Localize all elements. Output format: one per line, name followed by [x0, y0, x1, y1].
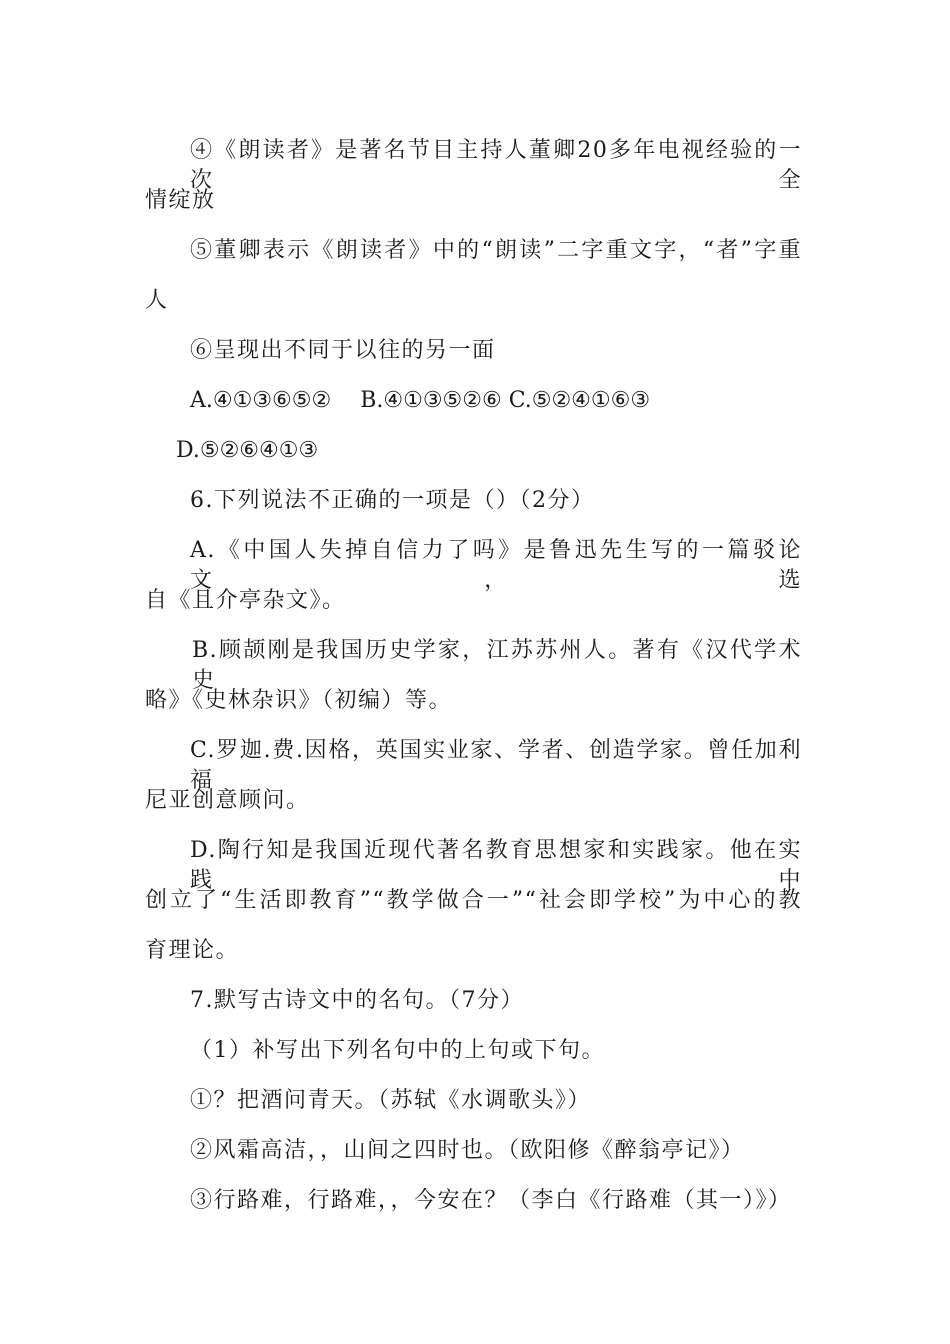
question-6-option-b-cont: 略》《史林杂识》（初编）等。 — [145, 688, 453, 713]
question-6-option-b: B.顾颉刚是我国历史学家，江苏苏州人。著有《汉代学术史 — [192, 638, 802, 693]
option-item-5: ⑤董卿表示《朗读者》中的“朗读”二字重文字，“者”字重 — [190, 238, 802, 263]
question-6-option-d-cont: 创立了“生活即教育”“教学做合一”“社会即学校”为中心的教 — [145, 888, 802, 913]
answer-choice-d: D.⑤②⑥④①③ — [176, 438, 319, 463]
question-6-option-d: D.陶行知是我国近现代著名教育思想家和实践家。他在实践中 — [190, 838, 802, 893]
option-item-5-cont: 人 — [145, 288, 169, 313]
question-7-title: 7.默写古诗文中的名句。（7分） — [190, 988, 524, 1013]
question-6-option-a: A.《中国人失掉自信力了吗》是鲁迅先生写的一篇驳论文，选 — [190, 538, 802, 593]
question-6-title: 6.下列说法不正确的一项是（）（2分） — [190, 488, 595, 513]
option-item-4-cont: 情绽放 — [145, 188, 216, 213]
option-item-6: ⑥呈现出不同于以往的另一面 — [190, 338, 496, 363]
option-item-4: ④《朗读者》是著名节目主持人董卿20多年电视经验的一次全 — [190, 138, 802, 193]
question-6-option-c-cont: 尼亚创意顾问。 — [145, 788, 310, 813]
question-6-option-a-cont: 自《且介亭杂文》。 — [145, 588, 346, 613]
poem-line-1: ①？把酒问青天。（苏轼《水调歌头》） — [190, 1088, 592, 1113]
poem-line-2: ②风霜高洁，，山间之四时也。（欧阳修《醉翁亭记》） — [190, 1138, 745, 1163]
question-6-option-d-cont-2: 育理论。 — [145, 938, 240, 963]
answer-choices-abc: A.④①③⑥⑤② B.④①③⑤②⑥ C.⑤②④①⑥③ — [190, 388, 651, 413]
question-7-part-1: （1）补写出下列名句中的上句或下句。 — [190, 1038, 605, 1063]
question-6-option-c: C.罗迦.费.因格，英国实业家、学者、创造学家。曾任加利福 — [190, 738, 802, 793]
poem-line-3: ③行路难，行路难，，今安在？（李白《行路难（其一）》） — [190, 1188, 792, 1213]
